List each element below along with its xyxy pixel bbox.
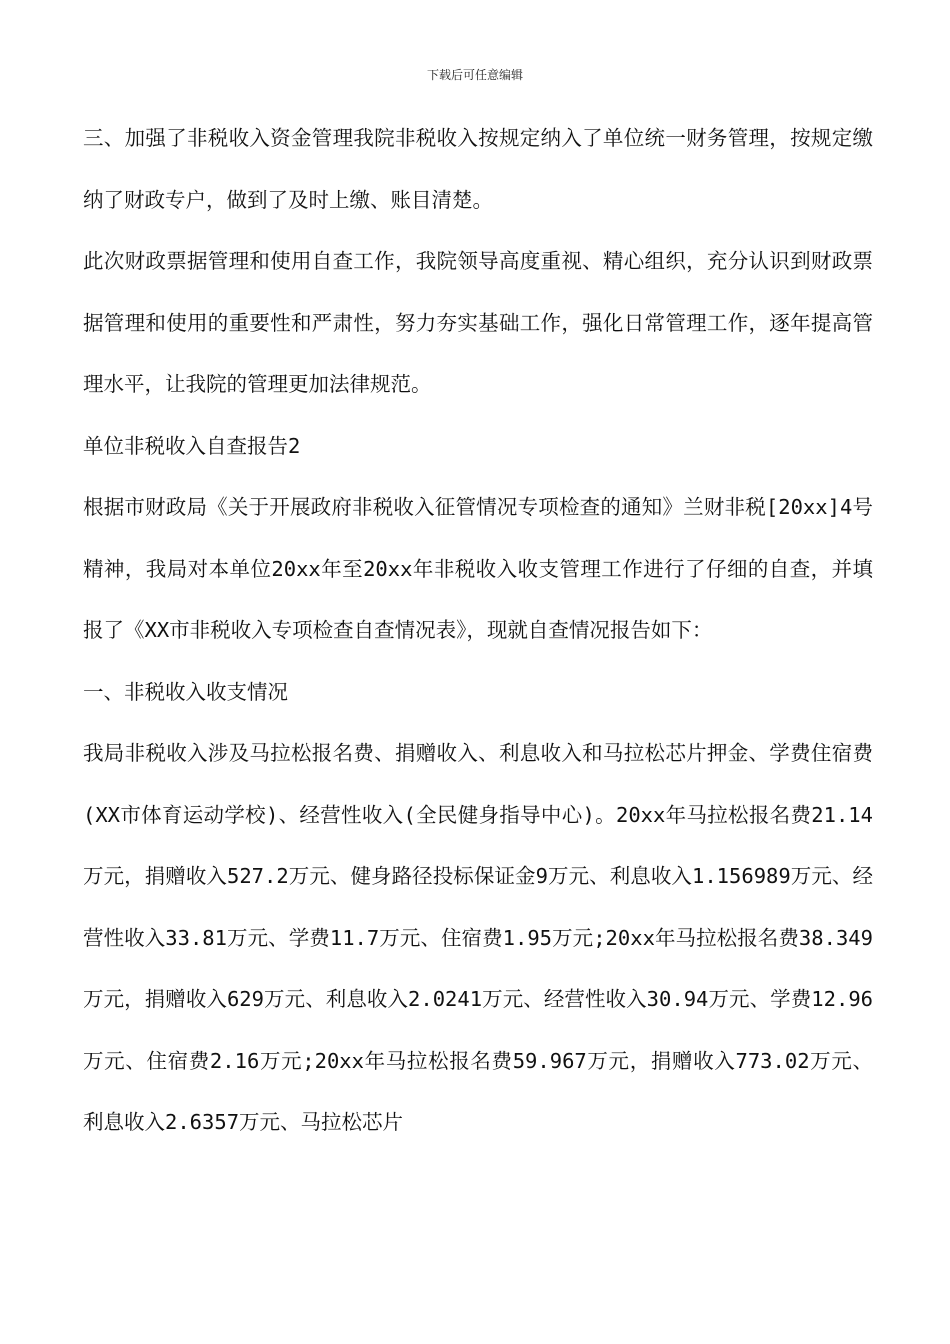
paragraph-income-details: 我局非税收入涉及马拉松报名费、捐赠收入、利息收入和马拉松芯片押金、学费住宿费(XX市体育运动学校)、经营性收入(全民健身指导中心)。20xx年马拉松报名费21.14万元，捐赠收入527.2万元、健身路径投标保证金9万元、利息收入1.156989万元、经营性收入33.81万元、学费11.7万元、住宿费1.95万元;20xx年马拉松报名费38.349万元，捐赠收入629万元、利息收入2.0241万元、经营性收入30.94万元、学费12.96万元、住宿费2.16万元;20xx年马拉松报名费59.967万元，捐赠收入773.02万元、利息收入2.6357万元、马拉松芯片 xyxy=(83,741,873,1134)
paragraph-fund-management: 三、加强了非税收入资金管理我院非税收入按规定纳入了单位统一财务管理，按规定缴纳了财政专户，做到了及时上缴、账目清楚。 xyxy=(83,126,873,212)
section-title-report-2: 单位非税收入自查报告2 xyxy=(83,433,301,458)
heading-income-expenditure: 一、非税收入收支情况 xyxy=(83,679,288,704)
paragraph-self-check-summary: 此次财政票据管理和使用自查工作，我院领导高度重视、精心组织，充分认识到财政票据管理和使用的重要性和严肃性，努力夯实基础工作，强化日常管理工作，逐年提高管理水平，让我院的管理更加法律规范。 xyxy=(83,249,873,396)
paragraph-notice-basis: 根据市财政局《关于开展政府非税收入征管情况专项检查的通知》兰财非税[20xx]4号精神，我局对本单位20xx年至20xx年非税收入收支管理工作进行了仔细的自查，并填报了《XX市非税收入专项检查自查情况表》，现就自查情况报告如下： xyxy=(83,495,873,642)
document-body xyxy=(83,108,873,1154)
page-header: 下载后可任意编辑 xyxy=(426,68,523,82)
